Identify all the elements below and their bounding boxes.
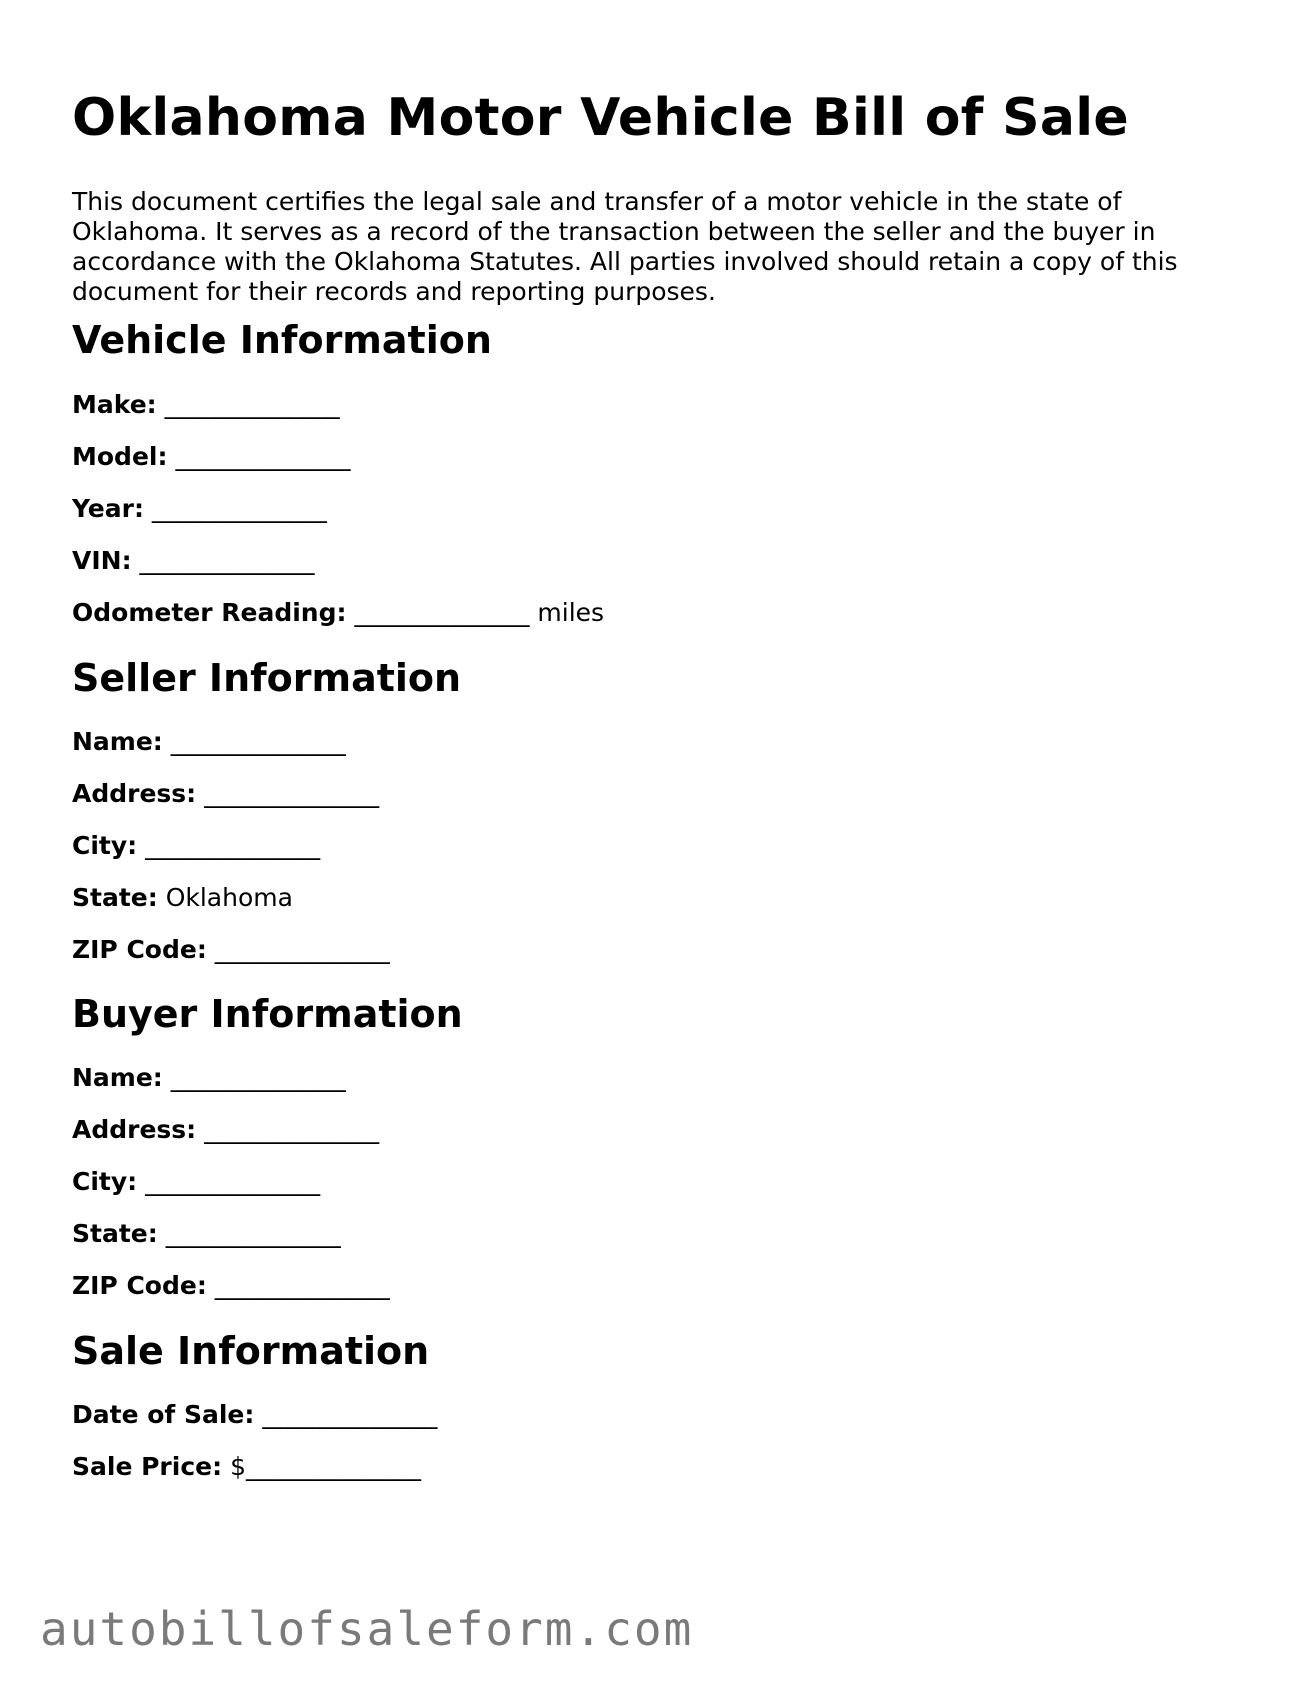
intro-paragraph: This document certifies the legal sale and transfer of a motor vehicle in the state of Oklahoma. It serves as a record of the transaction between the seller and the buyer in accordance with the Oklahoma Statutes. All parties involved should retain a copy of this document for their records and reporting purposes. xyxy=(72,187,1178,306)
buyer-city-blank[interactable]: ______________ xyxy=(145,1167,321,1196)
odometer-label: Odometer Reading: xyxy=(72,598,347,627)
buyer-zip-field xyxy=(72,1271,390,1300)
buyer-zip-label: ZIP Code: xyxy=(72,1271,207,1300)
vehicle-vin-field xyxy=(72,546,315,575)
sale-date-label: Date of Sale: xyxy=(72,1400,255,1429)
seller-name-label: Name: xyxy=(72,727,163,756)
seller-section-heading: Seller Information xyxy=(72,656,462,700)
vehicle-section-heading: Vehicle Information xyxy=(72,318,492,362)
buyer-address-label: Address: xyxy=(72,1115,197,1144)
seller-state-field xyxy=(72,883,293,912)
buyer-name-field xyxy=(72,1063,346,1092)
odometer-blank[interactable]: ______________ miles xyxy=(354,598,605,627)
buyer-city-field xyxy=(72,1167,320,1196)
sale-section-heading: Sale Information xyxy=(72,1329,430,1373)
buyer-name-label: Name: xyxy=(72,1063,163,1092)
document-title: Oklahoma Motor Vehicle Bill of Sale xyxy=(72,88,1129,148)
sale-date-field xyxy=(72,1400,437,1429)
seller-zip-field xyxy=(72,935,390,964)
buyer-state-field xyxy=(72,1219,341,1248)
buyer-state-blank[interactable]: ______________ xyxy=(165,1219,341,1248)
model-blank[interactable]: ______________ xyxy=(175,442,351,471)
seller-state-value: Oklahoma xyxy=(165,883,293,912)
vehicle-make-field xyxy=(72,390,340,419)
buyer-name-blank[interactable]: ______________ xyxy=(170,1063,346,1092)
year-blank[interactable]: ______________ xyxy=(151,494,327,523)
buyer-city-label: City: xyxy=(72,1167,138,1196)
make-blank[interactable]: ______________ xyxy=(164,390,340,419)
seller-address-label: Address: xyxy=(72,779,197,808)
seller-zip-label: ZIP Code: xyxy=(72,935,207,964)
buyer-state-label: State: xyxy=(72,1219,158,1248)
make-label: Make: xyxy=(72,390,157,419)
sale-price-blank[interactable]: $______________ xyxy=(230,1452,421,1481)
sale-price-label: Sale Price: xyxy=(72,1452,223,1481)
model-label: Model: xyxy=(72,442,168,471)
sale-price-field xyxy=(72,1452,421,1481)
vin-label: VIN: xyxy=(72,546,132,575)
seller-address-blank[interactable]: ______________ xyxy=(204,779,380,808)
buyer-address-blank[interactable]: ______________ xyxy=(204,1115,380,1144)
site-watermark: autobillofsaleform.com xyxy=(40,1602,694,1656)
vehicle-odometer-field xyxy=(72,598,604,627)
vehicle-model-field xyxy=(72,442,350,471)
seller-state-label: State: xyxy=(72,883,158,912)
year-label: Year: xyxy=(72,494,144,523)
seller-city-label: City: xyxy=(72,831,138,860)
sale-date-blank[interactable]: ______________ xyxy=(262,1400,438,1429)
buyer-zip-blank[interactable]: ______________ xyxy=(214,1271,390,1300)
buyer-address-field xyxy=(72,1115,379,1144)
seller-name-field xyxy=(72,727,346,756)
seller-address-field xyxy=(72,779,379,808)
buyer-section-heading: Buyer Information xyxy=(72,992,463,1036)
seller-city-blank[interactable]: ______________ xyxy=(145,831,321,860)
seller-zip-blank[interactable]: ______________ xyxy=(214,935,390,964)
vin-blank[interactable]: ______________ xyxy=(139,546,315,575)
seller-city-field xyxy=(72,831,320,860)
seller-name-blank[interactable]: ______________ xyxy=(170,727,346,756)
vehicle-year-field xyxy=(72,494,327,523)
